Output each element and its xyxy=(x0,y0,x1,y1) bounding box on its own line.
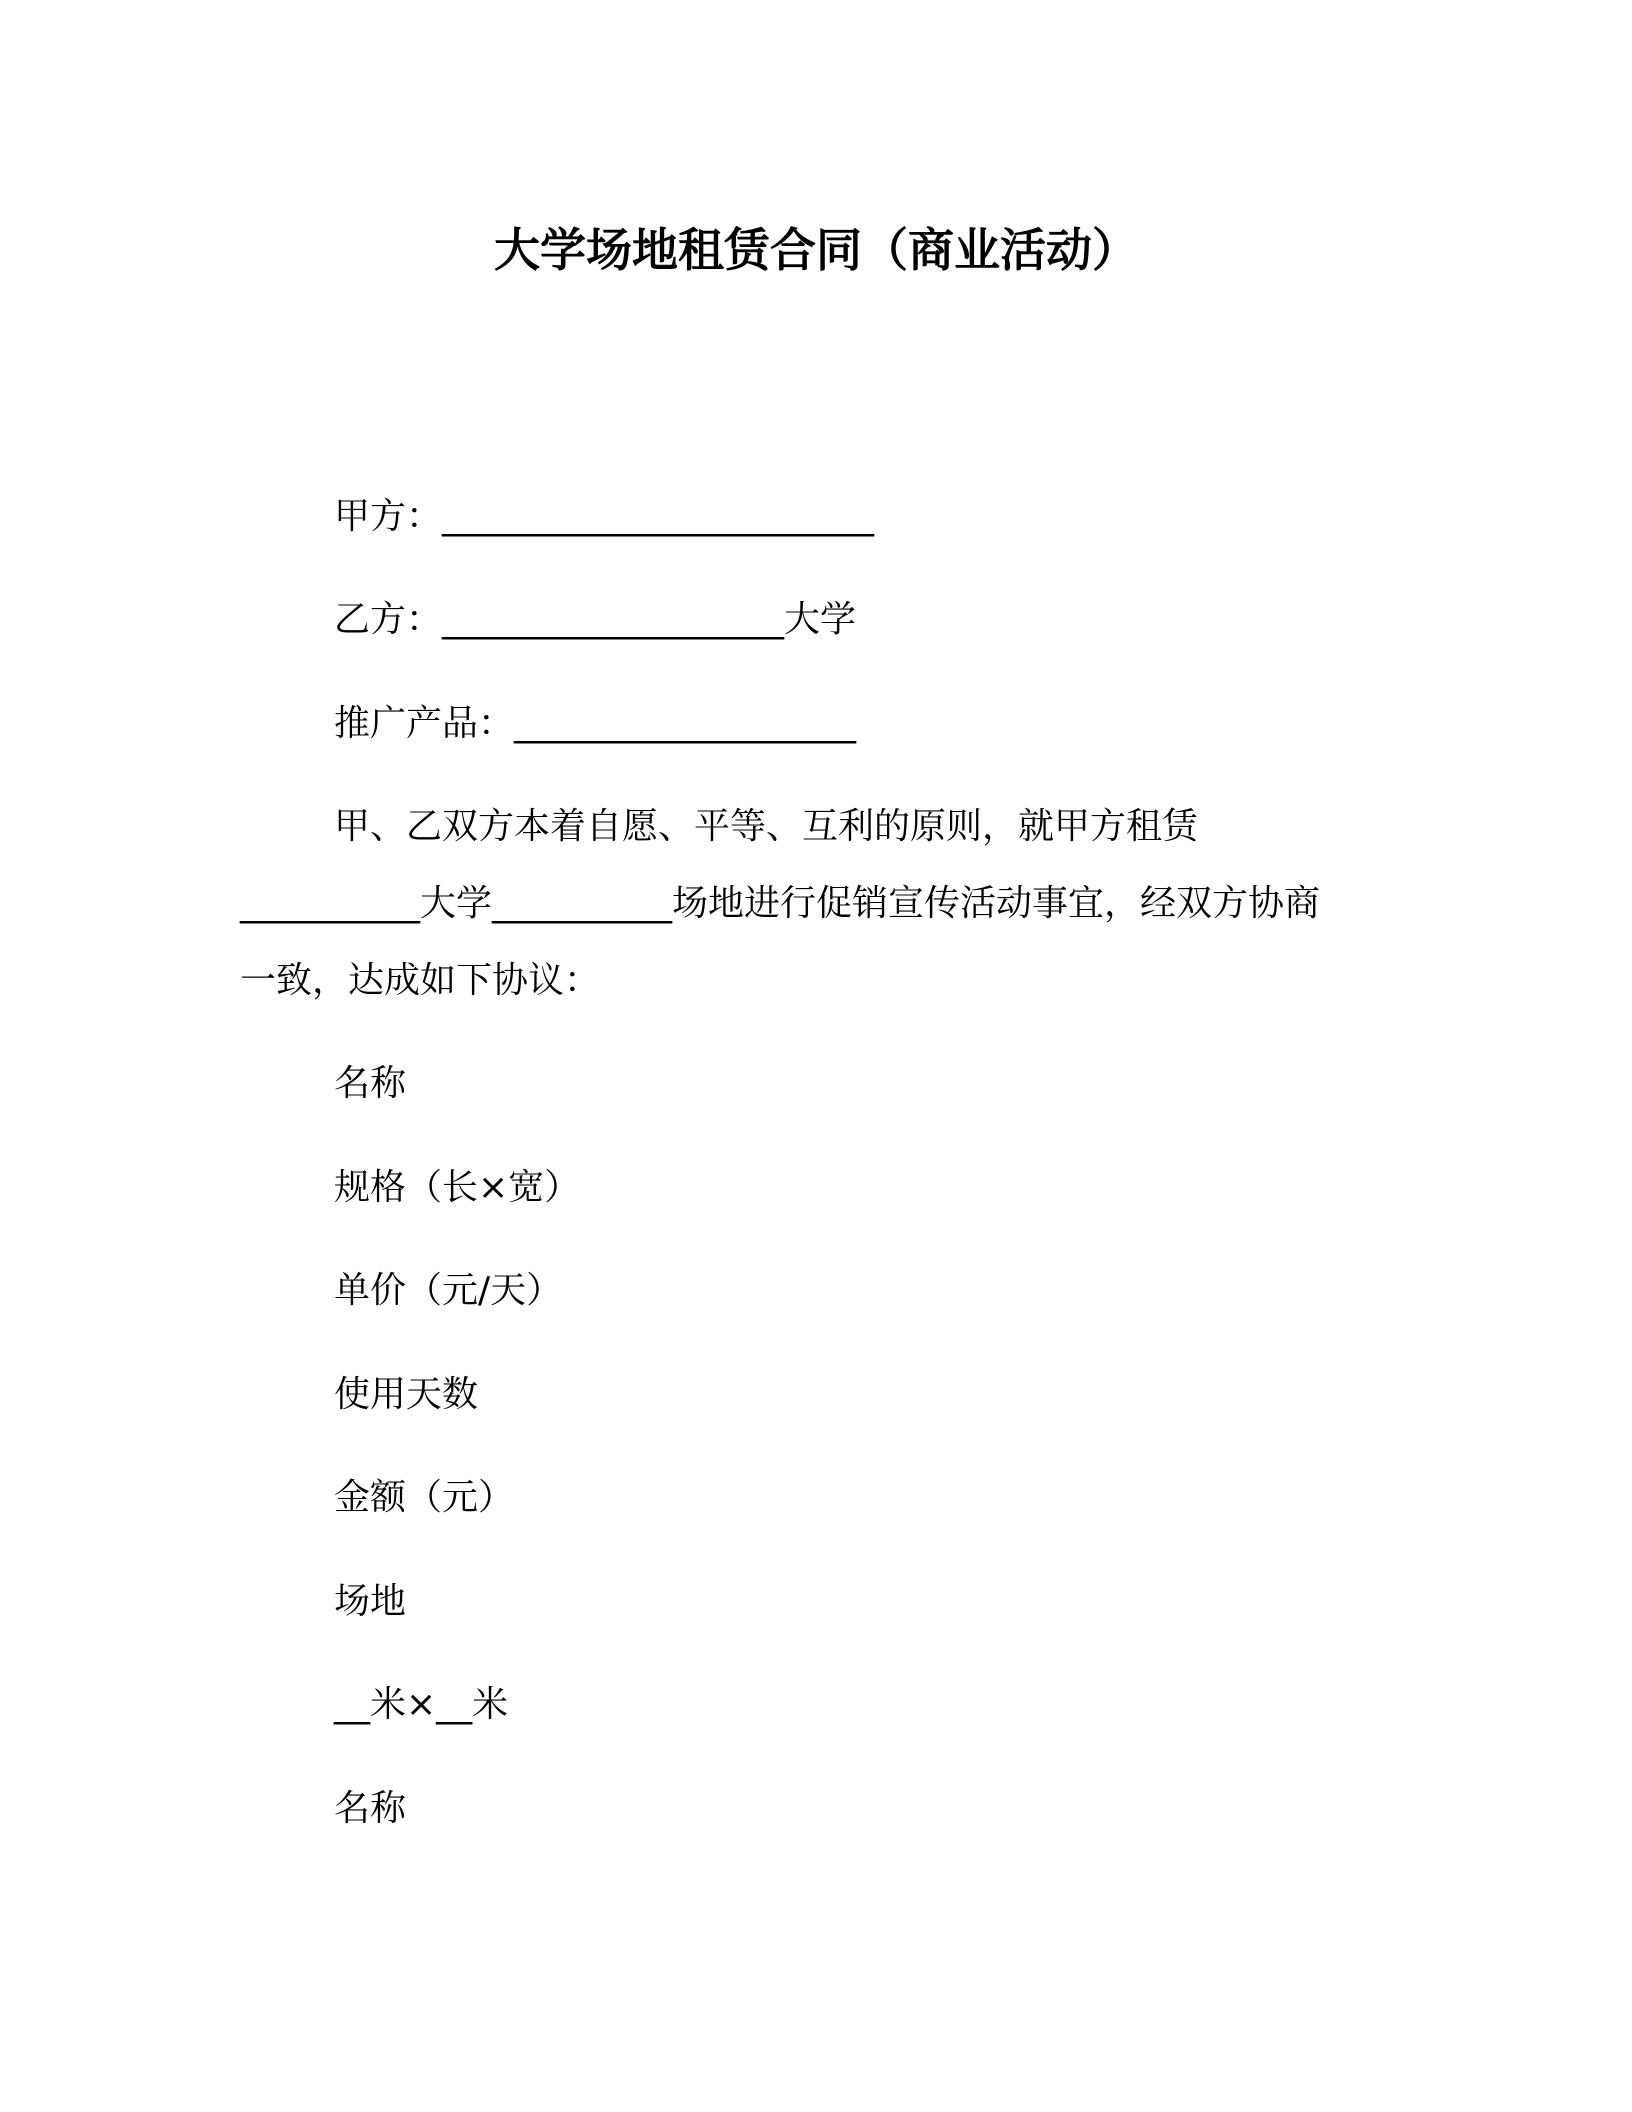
item-name: 名称 xyxy=(334,1063,407,1104)
item-name-2: 名称 xyxy=(334,1788,407,1829)
paragraph-line-3: 一致，达成如下协议： xyxy=(240,960,601,1001)
party-a-line: 甲方：________________________ xyxy=(334,496,875,537)
product-line: 推广产品：___________________ xyxy=(334,703,857,744)
item-days: 使用天数 xyxy=(334,1374,479,1415)
item-unit-price: 单价（元/天） xyxy=(334,1270,563,1311)
document-title: 大学场地租赁合同（商业活动） xyxy=(494,223,1138,277)
item-venue: 场地 xyxy=(334,1581,407,1622)
paragraph-line-1: 甲、乙双方本着自愿、平等、互利的原则，就甲方租赁 xyxy=(334,806,1199,847)
party-b-line: 乙方：___________________大学 xyxy=(334,599,857,640)
paragraph-line-2: __________大学__________场地进行促销宣传活动事宜，经双方协商 xyxy=(240,883,1321,924)
item-amount: 金额（元） xyxy=(334,1477,515,1518)
item-spec: 规格（长×宽） xyxy=(334,1167,581,1208)
item-dimensions: __米×__米 xyxy=(334,1684,509,1725)
